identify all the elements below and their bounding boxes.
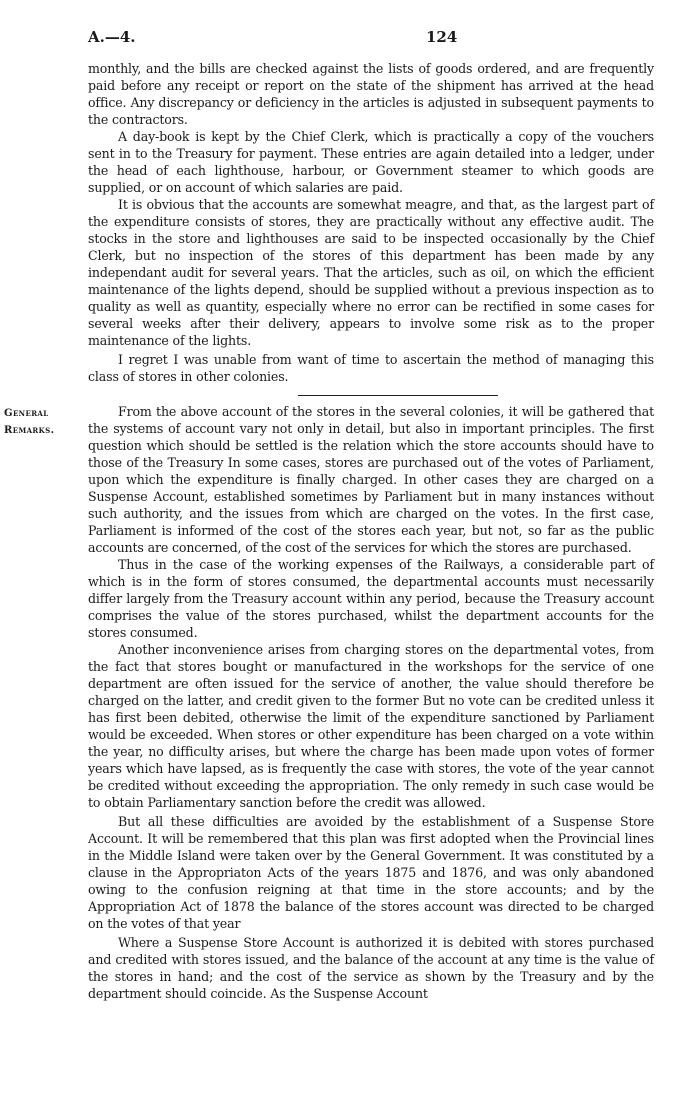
paragraph: It is obvious that the accounts are somewhat meagre, and that, as the largest part of the expenditure consists of stores, they are practically without any effective audit. The stocks in the store and lighthouses are said to be inspected occasionally by the Chief Clerk, but no inspection of the stores of this department has been made by any independant audit for several years. That the articles, such as oil, on which the efficient maintenance of the lights depend, should be supplied without a previous inspection as to quality as well as quantity, especially where no error can be rectified in some cases for several weeks after their delivery, appears to involve some risk as to the proper maintenance of the lights. [88,197,654,348]
horizontal-rule [298,395,498,396]
paragraph: Another inconvenience arises from charging stores on the departmental votes, from the fact that stores bought or manufactured in the workshops for the service of one department are often issued for the service of another, the value should therefore be charged on the latter, and credit given to the former But no vote can be credited unless it has first been debited, otherwise the limit of the expenditure sanctioned by Parliament would be exceeded. When stores or other expenditure has been charged on a vote within the year, no difficulty arises, but where the charge has been made upon votes of former years which have lapsed, as is frequently the case with stores, the vote of the year cannot be credited without exceeding the appropriation. The only remedy in such case would be to obtain Parliamentary sanction before the credit was allowed. [88,642,654,810]
margin-note: General Remarks. [4,408,55,436]
paragraph: Where a Suspense Store Account is authorized it is debited with stores purchased and credited with stores issued, and the balance of the account at any time is the value of the stores in hand; and the cost of the service as shown by the Treasury and by the department should coincide. As the Suspense Account [88,935,654,1001]
paragraph: From the above account of the stores in the several colonies, it will be gathered that the systems of account vary not only in detail, but also in important principles. The first question which should be settled is the relation which the store accounts should have to those of the Treasury In some cases, stores are purchased out of the votes of Parliament, upon which the expenditure is finally charged. In other cases they are charged on a Suspense Account, established sometimes by Parliament but in many instances without such authority, and the issues from which are charged on the votes. In the first case, Parliament is informed of the cost of the stores each year, but not, so far as the public accounts are concerned, of the cost of the services for which the stores are purchased. [88,404,654,555]
document-reference: A.—4. [88,28,136,46]
paragraph: A day-book is kept by the Chief Clerk, which is practically a copy of the vouchers sent in to the Treasury for payment. These entries are again detailed into a ledger, under the head of each lighthouse, harbour, or Government steamer to which goods are supplied, or on account of which salaries are paid. [88,129,654,195]
section-divider [88,385,654,403]
page-number: 124 [426,28,458,46]
paragraph: But all these difficulties are avoided by the establishment of a Suspense Store Account. It will be remembered that this plan was first adopted when the Provincial lines in the Middle Island were taken over by the General Government. It was constituted by a clause in the Appropriaton Acts of the years 1875 and 1876, and was only abandoned owing to the confusion reigning at that time in the store accounts; and by the Appropriation Act of 1878 the balance of the stores account was directed to be charged on the votes of that year [88,814,654,931]
paragraph: I regret I was unable from want of time to ascertain the method of managing this class of stores in other colonies. [88,352,654,384]
section-general-remarks [4,403,654,1002]
paragraph: monthly, and the bills are checked against the lists of goods ordered, and are frequently paid before any receipt or report on the state of the shipment has arrived at the head office. Any discrepancy or deficiency in the articles is adjusted in subsequent payments to the contractors. [88,61,654,127]
section-stores-account [88,60,654,385]
document-body [4,60,654,1002]
paragraph: Thus in the case of the working expenses of the Railways, a considerable part of which is in the form of stores consumed, the departmental accounts must necessarily differ largely from the Treasury account within any period, because the Treasury account comprises the value of the stores purchased, whilst the department accounts for the stores consumed. [88,557,654,640]
running-header [88,28,654,48]
